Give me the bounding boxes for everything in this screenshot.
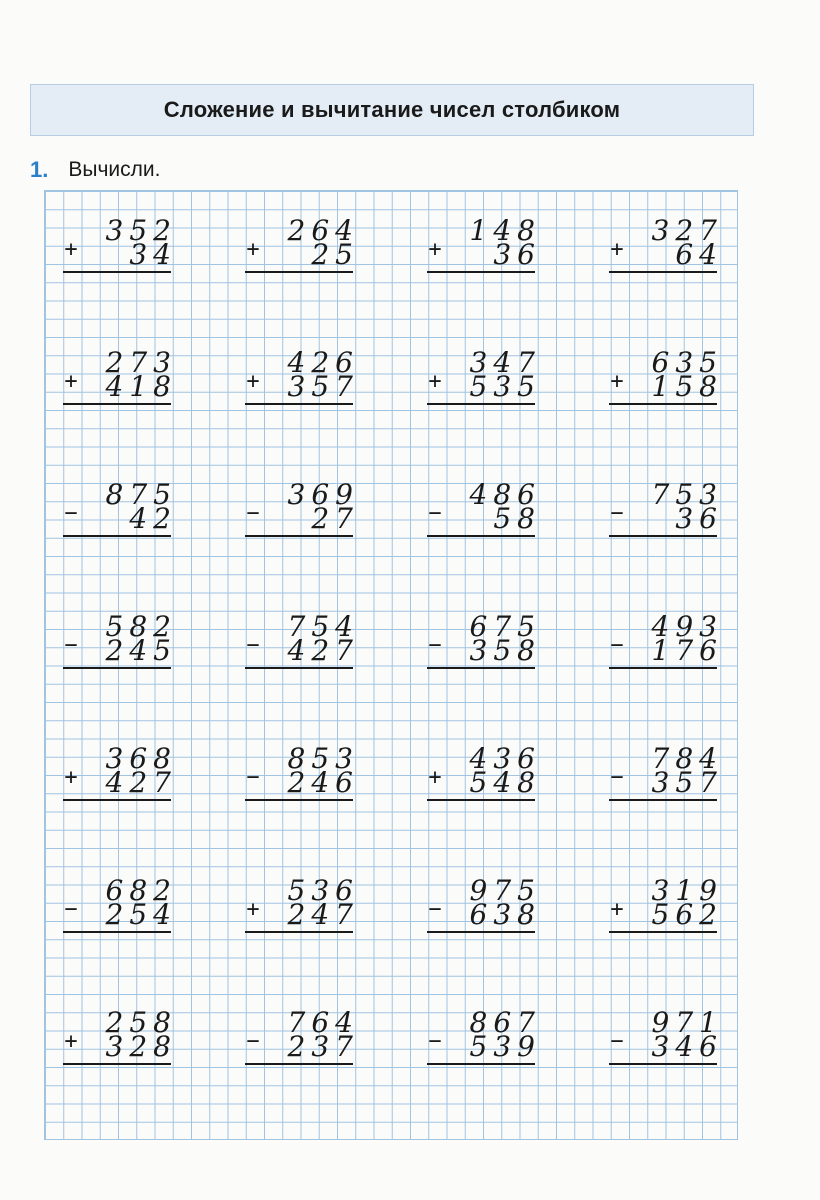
result-line [609, 535, 717, 537]
result-line [609, 403, 717, 405]
first-operand: 764 [287, 1006, 359, 1039]
first-operand: 258 [105, 1006, 177, 1039]
second-operand: 246 [287, 766, 359, 799]
operation-sign: − [428, 633, 442, 658]
column-problem [63, 874, 193, 943]
result-line [63, 403, 171, 405]
operation-sign: − [428, 501, 442, 526]
page-title: Сложение и вычитание чисел столбиком [163, 97, 621, 122]
operation-sign: − [246, 633, 260, 658]
result-line [245, 1063, 353, 1065]
operation-sign: + [428, 237, 442, 262]
second-operand: 357 [287, 370, 359, 403]
first-operand: 784 [651, 742, 723, 775]
first-operand: 273 [105, 346, 177, 379]
first-operand: 436 [469, 742, 541, 775]
first-operand: 536 [287, 874, 359, 907]
operation-sign: − [428, 897, 442, 922]
result-line [427, 931, 535, 933]
operation-sign: + [610, 369, 624, 394]
operation-sign: − [64, 897, 78, 922]
first-operand: 148 [469, 214, 541, 247]
result-line [245, 535, 353, 537]
task-header [30, 152, 160, 188]
operation-sign: − [246, 765, 260, 790]
result-line [609, 667, 717, 669]
column-problem [609, 478, 739, 547]
result-line [609, 799, 717, 801]
second-operand: 176 [651, 634, 723, 667]
operation-sign: + [246, 369, 260, 394]
second-operand: 247 [287, 898, 359, 931]
column-problem [245, 478, 375, 547]
first-operand: 635 [651, 346, 723, 379]
first-operand: 426 [287, 346, 359, 379]
second-operand: 158 [651, 370, 723, 403]
operation-sign: + [64, 765, 78, 790]
operation-sign: + [428, 765, 442, 790]
operation-sign: − [610, 765, 624, 790]
first-operand: 975 [469, 874, 541, 907]
task-number: 1. [30, 157, 49, 182]
column-problem [427, 610, 557, 679]
column-problem [427, 214, 557, 283]
column-problem [609, 214, 739, 283]
first-operand: 853 [287, 742, 359, 775]
first-operand: 682 [105, 874, 177, 907]
first-operand: 875 [105, 478, 177, 511]
result-line [245, 799, 353, 801]
result-line [427, 403, 535, 405]
operation-sign: − [246, 501, 260, 526]
operation-sign: − [64, 501, 78, 526]
result-line [427, 799, 535, 801]
operation-sign: + [610, 237, 624, 262]
first-operand: 754 [287, 610, 359, 643]
first-operand: 347 [469, 346, 541, 379]
second-operand: 427 [105, 766, 177, 799]
column-problem [609, 610, 739, 679]
result-line [63, 931, 171, 933]
first-operand: 867 [469, 1006, 541, 1039]
operation-sign: + [64, 1029, 78, 1054]
column-problem [245, 214, 375, 283]
result-line [245, 667, 353, 669]
second-operand: 36 [675, 502, 723, 535]
column-problem [245, 742, 375, 811]
second-operand: 535 [469, 370, 541, 403]
column-problem [609, 742, 739, 811]
second-operand: 245 [105, 634, 177, 667]
result-line [427, 271, 535, 273]
operation-sign: − [610, 633, 624, 658]
operation-sign: − [64, 633, 78, 658]
column-problem [609, 346, 739, 415]
operation-sign: − [610, 1029, 624, 1054]
operation-sign: − [428, 1029, 442, 1054]
result-line [609, 271, 717, 273]
second-operand: 346 [651, 1030, 723, 1063]
result-line [609, 1063, 717, 1065]
column-problem [245, 346, 375, 415]
column-problem [63, 214, 193, 283]
first-operand: 582 [105, 610, 177, 643]
column-problem [63, 346, 193, 415]
task-instruction: Вычисли. [68, 158, 161, 181]
result-line [63, 271, 171, 273]
first-operand: 368 [105, 742, 177, 775]
result-line [245, 931, 353, 933]
operation-sign: + [428, 369, 442, 394]
second-operand: 42 [129, 502, 177, 535]
result-line [609, 931, 717, 933]
first-operand: 753 [651, 478, 723, 511]
operation-sign: + [64, 369, 78, 394]
first-operand: 264 [287, 214, 359, 247]
column-problem [63, 1006, 193, 1075]
result-line [427, 667, 535, 669]
first-operand: 327 [651, 214, 723, 247]
first-operand: 971 [651, 1006, 723, 1039]
operation-sign: + [64, 237, 78, 262]
column-problem [245, 610, 375, 679]
first-operand: 486 [469, 478, 541, 511]
operation-sign: + [246, 897, 260, 922]
second-operand: 539 [469, 1030, 541, 1063]
second-operand: 58 [493, 502, 541, 535]
second-operand: 328 [105, 1030, 177, 1063]
second-operand: 562 [651, 898, 723, 931]
column-problem [63, 610, 193, 679]
result-line [63, 535, 171, 537]
column-problem [63, 478, 193, 547]
second-operand: 25 [311, 238, 359, 271]
result-line [63, 1063, 171, 1065]
second-operand: 27 [311, 502, 359, 535]
operation-sign: + [610, 897, 624, 922]
first-operand: 352 [105, 214, 177, 247]
result-line [427, 1063, 535, 1065]
operation-sign: − [610, 501, 624, 526]
column-problem [609, 874, 739, 943]
result-line [245, 271, 353, 273]
column-problem [427, 1006, 557, 1075]
graph-paper-grid [44, 190, 738, 1140]
first-operand: 675 [469, 610, 541, 643]
second-operand: 237 [287, 1030, 359, 1063]
second-operand: 36 [493, 238, 541, 271]
result-line [245, 403, 353, 405]
second-operand: 358 [469, 634, 541, 667]
second-operand: 64 [675, 238, 723, 271]
second-operand: 34 [129, 238, 177, 271]
column-problem [427, 874, 557, 943]
second-operand: 548 [469, 766, 541, 799]
second-operand: 357 [651, 766, 723, 799]
column-problem [245, 874, 375, 943]
first-operand: 369 [287, 478, 359, 511]
first-operand: 493 [651, 610, 723, 643]
operation-sign: − [246, 1029, 260, 1054]
operation-sign: + [246, 237, 260, 262]
second-operand: 254 [105, 898, 177, 931]
title-box [30, 84, 754, 136]
second-operand: 418 [105, 370, 177, 403]
result-line [427, 535, 535, 537]
column-problem [63, 742, 193, 811]
second-operand: 427 [287, 634, 359, 667]
second-operand: 638 [469, 898, 541, 931]
column-problem [427, 478, 557, 547]
result-line [63, 667, 171, 669]
result-line [63, 799, 171, 801]
column-problem [609, 1006, 739, 1075]
first-operand: 319 [651, 874, 723, 907]
column-problem [245, 1006, 375, 1075]
column-problem [427, 346, 557, 415]
column-problem [427, 742, 557, 811]
